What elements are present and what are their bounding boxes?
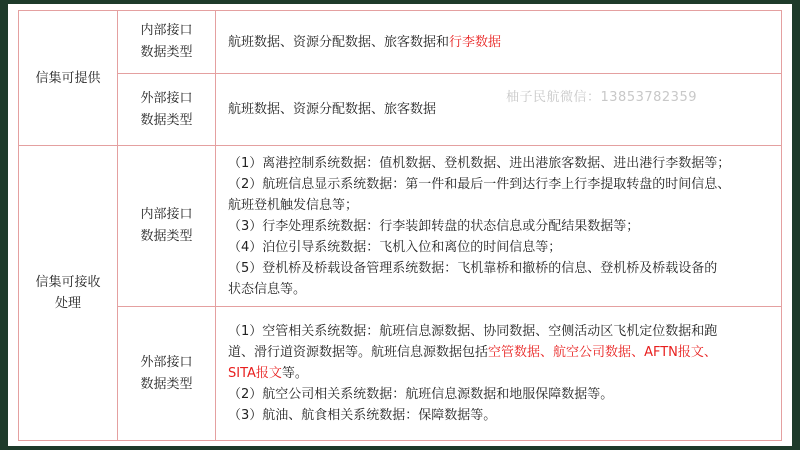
type-line: 外部接口: [140, 354, 193, 370]
type-cell: [118, 11, 216, 74]
table-row: [19, 146, 782, 307]
group-label-text: 处理: [54, 296, 81, 311]
type-line: 内部接口: [140, 23, 193, 38]
content-cell: [216, 146, 782, 307]
content-line: （3）航油、航食相关系统数据：保障数据等。: [228, 408, 497, 423]
content-line: [228, 342, 773, 363]
highlight-separator: 、: [540, 345, 554, 360]
highlight-text: SITA报文: [228, 366, 282, 381]
data-interface-table: [18, 10, 782, 441]
content-cell: [216, 307, 782, 441]
content-line: （3）行李处理系统数据：行李装卸转盘的状态信息或分配结果数据等；: [228, 218, 640, 234]
type-line: 内部接口: [140, 207, 193, 222]
highlight-text: 空管数据: [488, 345, 541, 360]
content-line: （1）离港控制系统数据：值机数据、登机数据、进出港旅客数据、进出港行李数据等；: [228, 155, 731, 171]
highlight-text: 行李数据: [449, 34, 502, 50]
highlight-separator: 、: [703, 345, 717, 360]
highlight-text: AFTN报文: [644, 345, 704, 360]
group-label-provide: [19, 11, 118, 146]
type-line: 数据类型: [140, 229, 193, 244]
slide: [8, 4, 792, 446]
content-line: （4）泊位引导系统数据：飞机入位和离位的时间信息等；: [228, 239, 562, 255]
content-text: 航班数据、资源分配数据、旅客数据: [228, 102, 437, 117]
highlight-text: 航空公司数据: [553, 345, 632, 360]
group-label-text: 信集可提供: [35, 70, 101, 86]
group-label-text: 信集可接收: [35, 275, 101, 290]
type-line: 数据类型: [140, 376, 193, 392]
content-line: （1）空管相关系统数据：航班信息源数据、协同数据、空侧活动区飞机定位数据和跑: [228, 324, 718, 339]
type-cell: [118, 146, 216, 307]
content-text: 航班数据、资源分配数据、旅客数据和: [228, 34, 450, 50]
type-cell: [118, 74, 216, 146]
content-line: 状态信息等。: [228, 281, 307, 297]
content-line: （2）航班信息显示系统数据：第一件和最后一件到达行李上行李提取转盘的时间信息、: [228, 176, 731, 192]
type-line: 数据类型: [140, 45, 193, 60]
type-line: 外部接口: [140, 90, 193, 106]
table-row: [19, 307, 782, 441]
content-text: 道、滑行道资源数据等。航班信息源数据包括: [228, 345, 489, 360]
content-text: 等。: [281, 366, 308, 381]
group-label-receive: [19, 146, 118, 441]
watermark: 柚子民航微信：13853782359: [506, 90, 697, 105]
content-line: 航班登机触发信息等；: [228, 197, 359, 213]
highlight-separator: 、: [631, 345, 645, 360]
table-row: [19, 11, 782, 74]
content-cell: [216, 74, 782, 146]
table-row: [19, 74, 782, 146]
content-cell: [216, 11, 782, 74]
type-line: 数据类型: [140, 112, 193, 128]
content-line: （2）航空公司相关系统数据：航班信息源数据和地服保障数据等。: [228, 387, 614, 402]
content-line: [228, 363, 773, 384]
content-line: （5）登机桥及桥载设备管理系统数据：飞机靠桥和撤桥的信息、登机桥及桥载设备的: [228, 260, 718, 276]
type-cell: [118, 307, 216, 441]
